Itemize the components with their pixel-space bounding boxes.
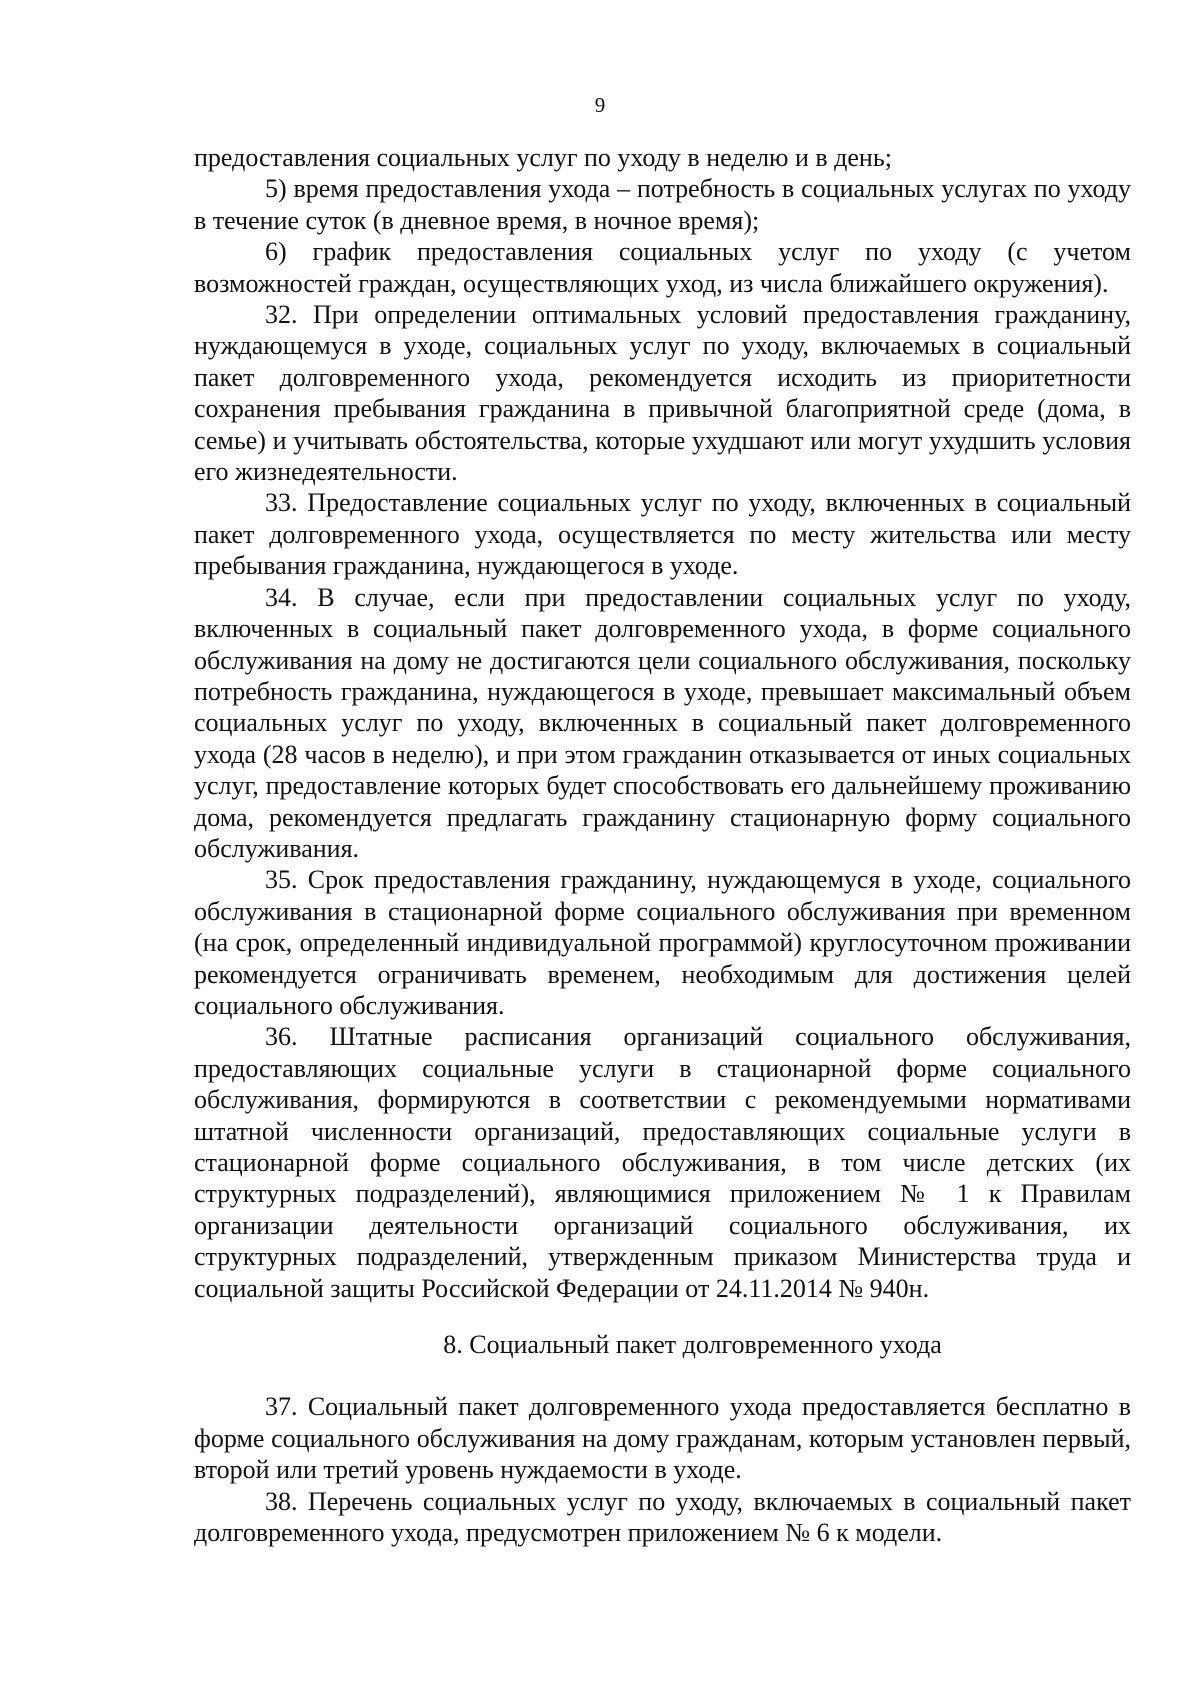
paragraph-35: 35. Срок предоставления гражданину, нуждающемуся в уходе, социального обслуживания в стационарной форме социального обслуживания при временном (на срок, определенный индивидуальной программой) круглосуточном проживании рекомендуется ограничивать временем, необходимым для достижения целей социального обслуживания. (194, 865, 1131, 1020)
paragraph-item-5: 5) время предоставления ухода – потребность в социальных услугах по уходу в течение суток (в дневное время, в ночное время); (194, 174, 1131, 235)
paragraph-36: 36. Штатные расписания организаций социального обслуживания, предоставляющих социальные услуги в стационарной форме социального обслуживания, формируются в соответствии с рекомендуемыми нормативами штатной численности организаций, предоставляющих социальные услуги в стационарной форме социального обслуживания, в том числе детских (их структурных подразделений), являющимися приложением № 1 к Правилам организации деятельности организаций социального обслуживания, их структурных подразделений, утвержденным приказом Министерства труда и социальной защиты Российской Федерации от 24.11.2014 № 940н. (194, 1022, 1131, 1303)
paragraph-34: 34. В случае, если при предоставлении социальных услуг по уходу, включенных в социальный пакет долговременного ухода, в форме социального обслуживания на дому не достигаются цели социального обслуживания, поскольку потребность гражданина, нуждающегося в уходе, превышает максимальный объем социальных услуг по уходу, включенных в социальный пакет долговременного ухода (28 часов в неделю), и при этом гражданин отказывается от иных социальных услуг, предоставление которых будет способствовать его дальнейшему проживанию дома, рекомендуется предлагать гражданину стационарную форму социального обслуживания. (194, 582, 1131, 863)
paragraph-37: 37. Социальный пакет долговременного ухода предоставляется бесплатно в форме социального обслуживания на дому гражданам, которым установлен первый, второй или третий уровень нуждаемости в уходе. (194, 1392, 1131, 1485)
page-number: 9 (594, 93, 606, 117)
paragraph-item-6: 6) график предоставления социальных услуг по уходу (с учетом возможностей граждан, осуществляющих уход, из числа ближайшего окружения). (194, 237, 1131, 298)
paragraph-38: 38. Перечень социальных услуг по уходу, включаемых в социальный пакет долговременного ухода, предусмотрен приложением № 6 к модели. (194, 1486, 1131, 1548)
document-body (194, 142, 1131, 1548)
paragraph-33: 33. Предоставление социальных услуг по уходу, включенных в социальный пакет долговременного ухода, осуществляется по месту жительства или месту пребывания гражданина, нуждающегося в уходе. (194, 488, 1131, 581)
paragraph-32: 32. При определении оптимальных условий предоставления гражданину, нуждающемуся в уходе, социальных услуг по уходу, включаемых в социальный пакет долговременного ухода, рекомендуется исходить из приоритетности сохранения пребывания гражданина в привычной благоприятной среде (дома, в семье) и учитывать обстоятельства, которые ухудшают или могут ухудшить условия его жизнедеятельности. (194, 300, 1131, 487)
section-heading: 8. Социальный пакет долговременного ухода (443, 1330, 942, 1360)
spacer (194, 1304, 1131, 1329)
paragraph-continuation: предоставления социальных услуг по уходу в неделю и в день; (194, 143, 892, 172)
spacer (194, 1360, 1131, 1391)
